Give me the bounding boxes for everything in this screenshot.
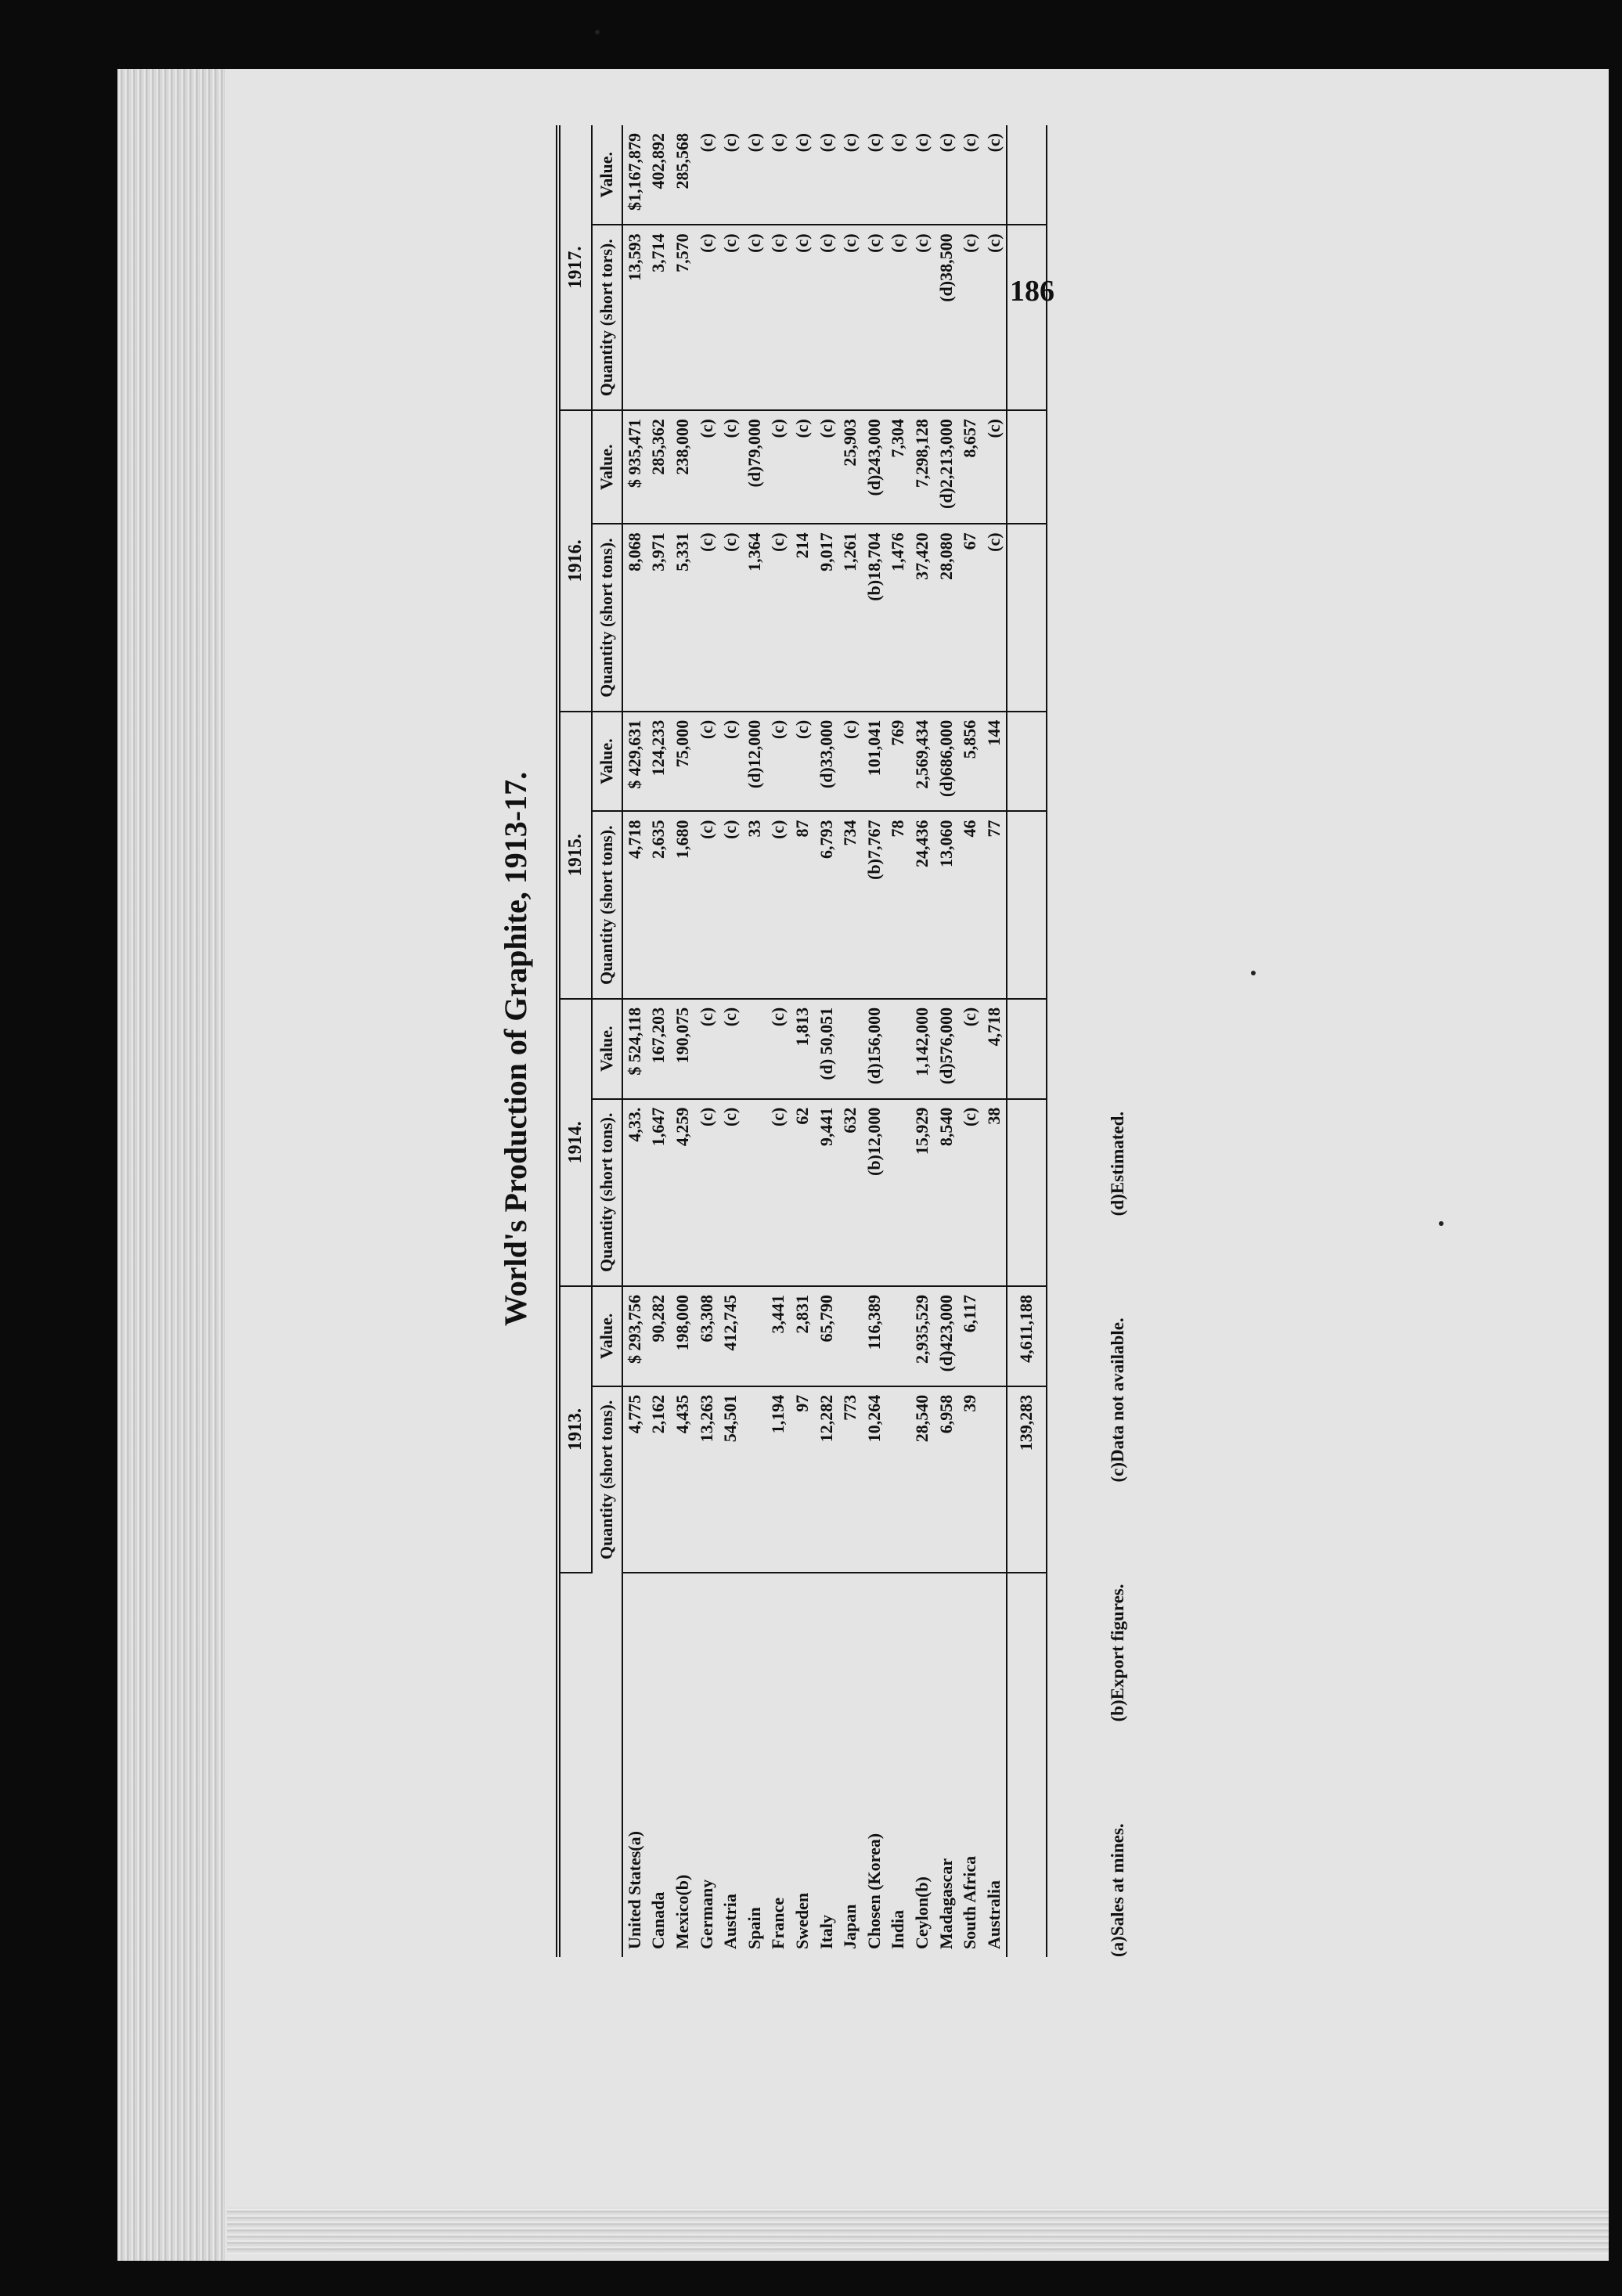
- value-cell: (c): [791, 410, 815, 524]
- quantity-cell: (c): [815, 225, 839, 410]
- table-row: [695, 125, 719, 1957]
- value-cell: (c): [982, 410, 1007, 524]
- value-cell: 144: [982, 712, 1007, 812]
- value-cell: (c): [838, 125, 863, 225]
- year-1914-header: 1914.: [558, 999, 592, 1286]
- value-cell: 8,657: [958, 410, 982, 524]
- quantity-cell: (c): [910, 225, 935, 410]
- quantity-cell: (c): [766, 225, 791, 410]
- country-cell: South Africa: [960, 1855, 980, 1949]
- value-cell: (d)576,000: [935, 999, 959, 1099]
- value-cell: 25,903: [838, 410, 863, 524]
- value-cell: (d)423,000: [935, 1286, 959, 1386]
- quantity-cell: [743, 1099, 767, 1286]
- quantity-cell: 38: [982, 1099, 1007, 1286]
- quantity-cell: 77: [982, 812, 1007, 999]
- value-cell: 769: [886, 712, 910, 812]
- quantity-cell: (c): [958, 1099, 982, 1286]
- table-body: [622, 125, 1047, 1957]
- value-cell: 2,569,434: [910, 712, 935, 812]
- quantity-cell: (c): [695, 524, 719, 711]
- value-cell: 238,000: [671, 410, 695, 524]
- quantity-cell: (c): [743, 225, 767, 410]
- year-1913-header: 1913.: [558, 1286, 592, 1573]
- quantity-cell: (d)38,500: [935, 225, 959, 410]
- quantity-cell: (c): [766, 812, 791, 999]
- footnote-a: (a)Sales at mines.: [1108, 1823, 1127, 1957]
- quantity-cell: (c): [719, 1099, 743, 1286]
- quantity-cell: 37,420: [910, 524, 935, 711]
- value-cell: 2,935,529: [910, 1286, 935, 1386]
- value-cell: $ 935,471: [622, 410, 647, 524]
- value-cell: (c): [910, 125, 935, 225]
- quantity-header: Quantity (short tons).: [592, 1386, 622, 1573]
- footnotes: [1108, 391, 1128, 1957]
- value-cell: 1,142,000: [910, 999, 935, 1099]
- value-cell: [886, 1286, 910, 1386]
- total-value-1913: 4,611,188: [1007, 1286, 1047, 1386]
- country-cell: Mexico(b): [672, 1874, 692, 1949]
- quantity-header: Quantity (short tors).: [592, 225, 622, 410]
- value-cell: (d)12,000: [743, 712, 767, 812]
- quantity-cell: (c): [791, 225, 815, 410]
- country-cell: Sweden: [791, 1892, 812, 1949]
- country-cell: Italy: [816, 1915, 836, 1949]
- value-cell: (c): [886, 125, 910, 225]
- quantity-cell: 4,718: [622, 812, 647, 999]
- quantity-cell: [886, 1386, 910, 1573]
- value-cell: (d)79,000: [743, 410, 767, 524]
- country-cell: Ceylon(b): [911, 1876, 932, 1949]
- quantity-cell: [886, 1099, 910, 1286]
- value-cell: 1,813: [791, 999, 815, 1099]
- value-cell: (c): [695, 712, 719, 812]
- year-1916-header: 1916.: [558, 410, 592, 712]
- value-cell: (c): [719, 999, 743, 1099]
- quantity-cell: 8,068: [622, 524, 647, 711]
- value-cell: (c): [838, 712, 863, 812]
- table-row: [622, 125, 647, 1957]
- value-cell: (c): [766, 712, 791, 812]
- value-cell: (d)33,000: [815, 712, 839, 812]
- quantity-cell: 2,162: [647, 1386, 671, 1573]
- graphite-production-table: [556, 125, 1047, 1957]
- empty-cell: [1007, 410, 1047, 524]
- country-cell: Germany: [696, 1879, 716, 1949]
- quantity-cell: 3,714: [647, 225, 671, 410]
- value-header: Value.: [592, 712, 622, 812]
- value-cell: $ 429,631: [622, 712, 647, 812]
- value-cell: [838, 1286, 863, 1386]
- value-cell: (d)156,000: [863, 999, 887, 1099]
- year-header-row: [558, 125, 592, 1957]
- value-cell: (c): [982, 125, 1007, 225]
- value-header: Value.: [592, 410, 622, 524]
- quantity-cell: 28,080: [935, 524, 959, 711]
- country-cell: Japan: [840, 1904, 860, 1949]
- value-cell: 75,000: [671, 712, 695, 812]
- quantity-cell: 78: [886, 812, 910, 999]
- quantity-cell: 9,017: [815, 524, 839, 711]
- value-cell: 63,308: [695, 1286, 719, 1386]
- quantity-cell: 8,540: [935, 1099, 959, 1286]
- empty-cell: [1007, 125, 1047, 225]
- quantity-cell: (c): [766, 1099, 791, 1286]
- value-cell: (c): [863, 125, 887, 225]
- table-row: [766, 125, 791, 1957]
- value-header: Value.: [592, 999, 622, 1099]
- value-cell: 167,203: [647, 999, 671, 1099]
- country-cell: India: [888, 1909, 908, 1949]
- quantity-cell: 2,635: [647, 812, 671, 999]
- quantity-cell: (c): [695, 225, 719, 410]
- quantity-cell: 67: [958, 524, 982, 711]
- table-row: [838, 125, 863, 1957]
- value-cell: 285,362: [647, 410, 671, 524]
- value-cell: (c): [766, 999, 791, 1099]
- footnote-b: (b)Export figures.: [1108, 1584, 1127, 1722]
- quantity-cell: 87: [791, 812, 815, 999]
- quantity-cell: (b)7,767: [863, 812, 887, 999]
- quantity-cell: 4,435: [671, 1386, 695, 1573]
- quantity-cell: (c): [695, 812, 719, 999]
- quantity-cell: (c): [886, 225, 910, 410]
- value-cell: 65,790: [815, 1286, 839, 1386]
- empty-cell: [1007, 712, 1047, 812]
- value-cell: (c): [791, 712, 815, 812]
- quantity-cell: [982, 1386, 1007, 1573]
- footnote-d: (d)Estimated.: [1108, 1111, 1127, 1216]
- table-row: [647, 125, 671, 1957]
- quantity-header: Quantity (short tons).: [592, 812, 622, 999]
- value-cell: (c): [815, 410, 839, 524]
- quantity-cell: 13,263: [695, 1386, 719, 1573]
- quantity-cell: 5,331: [671, 524, 695, 711]
- quantity-cell: 28,540: [910, 1386, 935, 1573]
- value-cell: (c): [766, 410, 791, 524]
- value-cell: 402,892: [647, 125, 671, 225]
- country-cell: Spain: [744, 1907, 764, 1949]
- quantity-cell: 9,441: [815, 1099, 839, 1286]
- country-header: [558, 1573, 622, 1957]
- empty-cell: [1007, 812, 1047, 999]
- quantity-cell: (c): [982, 225, 1007, 410]
- value-cell: 7,298,128: [910, 410, 935, 524]
- value-cell: $ 293,756: [622, 1286, 647, 1386]
- quantity-cell: 1,476: [886, 524, 910, 711]
- value-cell: (c): [695, 410, 719, 524]
- value-header: Value.: [592, 1286, 622, 1386]
- table-row: [982, 125, 1007, 1957]
- page-edges-bottom: [227, 2208, 1609, 2255]
- year-1915-header: 1915.: [558, 712, 592, 999]
- footnote-c: (c)Data not available.: [1108, 1317, 1127, 1483]
- value-cell: 90,282: [647, 1286, 671, 1386]
- quantity-cell: (c): [695, 1099, 719, 1286]
- country-cell: Australia: [983, 1880, 1004, 1949]
- quantity-cell: 6,958: [935, 1386, 959, 1573]
- value-cell: [886, 999, 910, 1099]
- value-cell: 190,075: [671, 999, 695, 1099]
- empty-cell: [1007, 524, 1047, 711]
- quantity-cell: 33: [743, 812, 767, 999]
- value-cell: [982, 1286, 1007, 1386]
- value-header: Value.: [592, 125, 622, 225]
- value-cell: [838, 999, 863, 1099]
- quantity-cell: (c): [719, 524, 743, 711]
- quantity-cell: (c): [719, 812, 743, 999]
- value-cell: (c): [791, 125, 815, 225]
- country-cell: France: [768, 1898, 788, 1949]
- quantity-cell: 12,282: [815, 1386, 839, 1573]
- value-cell: 4,718: [982, 999, 1007, 1099]
- total-quantity-1913: 139,283: [1007, 1386, 1047, 1573]
- country-cell: Madagascar: [935, 1858, 956, 1949]
- country-cell: United States(a): [624, 1831, 644, 1949]
- value-cell: (d)2,213,000: [935, 410, 959, 524]
- value-cell: 285,568: [671, 125, 695, 225]
- quantity-cell: [743, 1386, 767, 1573]
- value-cell: (c): [695, 125, 719, 225]
- quantity-cell: 3,971: [647, 524, 671, 711]
- value-cell: $ 524,118: [622, 999, 647, 1099]
- country-cell: Canada: [648, 1891, 669, 1949]
- quantity-cell: 46: [958, 812, 982, 999]
- table-wrapper: [556, 125, 1047, 1957]
- quantity-cell: 4,33.: [622, 1099, 647, 1286]
- value-cell: (c): [958, 999, 982, 1099]
- table-row: [719, 125, 743, 1957]
- quantity-cell: 1,194: [766, 1386, 791, 1573]
- value-cell: 198,000: [671, 1286, 695, 1386]
- value-cell: $1,167,879: [622, 125, 647, 225]
- value-cell: 412,745: [719, 1286, 743, 1386]
- quantity-cell: 632: [838, 1099, 863, 1286]
- quantity-cell: 24,436: [910, 812, 935, 999]
- quantity-cell: 6,793: [815, 812, 839, 999]
- value-cell: (c): [935, 125, 959, 225]
- quantity-cell: 39: [958, 1386, 982, 1573]
- country-cell: Austria: [720, 1894, 741, 1949]
- empty-cell: [1007, 225, 1047, 410]
- value-cell: 6,117: [958, 1286, 982, 1386]
- value-cell: (c): [719, 410, 743, 524]
- quantity-cell: 15,929: [910, 1099, 935, 1286]
- quantity-cell: (b)18,704: [863, 524, 887, 711]
- quantity-cell: 734: [838, 812, 863, 999]
- value-cell: (d)686,000: [935, 712, 959, 812]
- value-cell: (c): [695, 999, 719, 1099]
- quantity-cell: (c): [863, 225, 887, 410]
- value-cell: (c): [719, 125, 743, 225]
- value-cell: 5,856: [958, 712, 982, 812]
- table-row: [863, 125, 887, 1957]
- value-cell: (c): [743, 125, 767, 225]
- quantity-cell: (b)12,000: [863, 1099, 887, 1286]
- value-cell: 124,233: [647, 712, 671, 812]
- country-cell: Chosen (Korea): [863, 1833, 884, 1949]
- quantity-cell: 54,501: [719, 1386, 743, 1573]
- table-row: [910, 125, 935, 1957]
- quantity-header: Quantity (short tons).: [592, 1099, 622, 1286]
- quantity-cell: (c): [766, 524, 791, 711]
- empty-cell: [1007, 999, 1047, 1099]
- value-cell: (c): [766, 125, 791, 225]
- quantity-cell: 1,647: [647, 1099, 671, 1286]
- value-cell: 101,041: [863, 712, 887, 812]
- quantity-cell: 1,680: [671, 812, 695, 999]
- table-row: [743, 125, 767, 1957]
- quantity-cell: (c): [982, 524, 1007, 711]
- quantity-cell: 4,259: [671, 1099, 695, 1286]
- value-cell: (d)243,000: [863, 410, 887, 524]
- table-row: [935, 125, 959, 1957]
- quantity-cell: (c): [719, 225, 743, 410]
- value-cell: 116,389: [863, 1286, 887, 1386]
- empty-cell: [1007, 1099, 1047, 1286]
- quantity-cell: 13,593: [622, 225, 647, 410]
- quantity-cell: 214: [791, 524, 815, 711]
- quantity-cell: 97: [791, 1386, 815, 1573]
- value-cell: (d) 50,051: [815, 999, 839, 1099]
- quantity-cell: 1,364: [743, 524, 767, 711]
- quantity-cell: 13,060: [935, 812, 959, 999]
- quantity-cell: 10,264: [863, 1386, 887, 1573]
- page-number: 186: [1010, 275, 1054, 308]
- table-row: [671, 125, 695, 1957]
- year-1917-header: 1917.: [558, 125, 592, 410]
- rotated-table-block: [141, 110, 1315, 1988]
- value-cell: (c): [815, 125, 839, 225]
- total-row: [1007, 125, 1047, 1957]
- quantity-cell: 4,775: [622, 1386, 647, 1573]
- value-cell: (c): [958, 125, 982, 225]
- quantity-cell: 62: [791, 1099, 815, 1286]
- table-row: [886, 125, 910, 1957]
- value-cell: 7,304: [886, 410, 910, 524]
- quantity-cell: 773: [838, 1386, 863, 1573]
- quantity-cell: (c): [838, 225, 863, 410]
- value-cell: [743, 999, 767, 1099]
- value-cell: (c): [719, 712, 743, 812]
- quantity-cell: (c): [958, 225, 982, 410]
- quantity-header: Quantity (short tons).: [592, 524, 622, 711]
- total-label-cell: [1007, 1573, 1047, 1957]
- table-row: [958, 125, 982, 1957]
- value-cell: 3,441: [766, 1286, 791, 1386]
- table-row: [791, 125, 815, 1957]
- value-cell: [743, 1286, 767, 1386]
- table-row: [815, 125, 839, 1957]
- value-cell: 2,831: [791, 1286, 815, 1386]
- quantity-cell: 7,570: [671, 225, 695, 410]
- table-title: World's Production of Graphite, 1913-17.: [498, 771, 533, 1327]
- quantity-cell: 1,261: [838, 524, 863, 711]
